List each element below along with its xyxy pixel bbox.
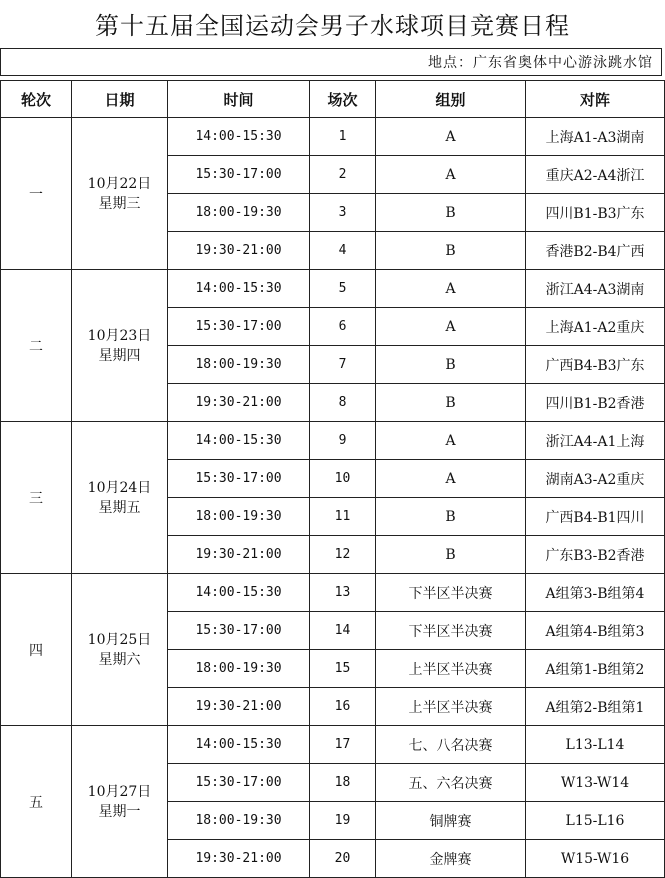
match-no-cell: 11: [310, 498, 376, 536]
date-text: 10月25日: [87, 631, 152, 648]
table-row: [1, 574, 665, 612]
group-cell: 铜牌赛: [376, 802, 526, 840]
venue-label: 地点：广东省奥体中心游泳跳水馆: [0, 48, 662, 76]
date-text: 10月22日: [87, 175, 152, 192]
time-cell: 18:00-19:30: [168, 346, 310, 384]
group-cell: 五、六名决赛: [376, 764, 526, 802]
round-cell: 四: [1, 574, 72, 726]
round-cell: 二: [1, 270, 72, 422]
group-cell: A: [376, 270, 526, 308]
group-cell: A: [376, 118, 526, 156]
table-row: [1, 270, 665, 308]
match-no-cell: 19: [310, 802, 376, 840]
group-cell: A: [376, 422, 526, 460]
table-row: [1, 118, 665, 156]
header-time: 时间: [168, 81, 310, 118]
matchup-cell: 浙江A4-A3湖南: [526, 270, 665, 308]
table-row: [1, 726, 665, 764]
header-round: 轮次: [1, 81, 72, 118]
time-cell: 14:00-15:30: [168, 422, 310, 460]
matchup-cell: 重庆A2-A4浙江: [526, 156, 665, 194]
header-match-no: 场次: [310, 81, 376, 118]
matchup-cell: 香港B2-B4广西: [526, 232, 665, 270]
group-cell: B: [376, 194, 526, 232]
matchup-cell: 浙江A4-A1上海: [526, 422, 665, 460]
time-cell: 18:00-19:30: [168, 194, 310, 232]
round-cell: 三: [1, 422, 72, 574]
matchup-cell: 上海A1-A2重庆: [526, 308, 665, 346]
match-no-cell: 1: [310, 118, 376, 156]
matchup-cell: W13-W14: [526, 764, 665, 802]
group-cell: B: [376, 384, 526, 422]
date-cell: [72, 270, 168, 422]
weekday-text: 星期五: [98, 499, 141, 516]
match-no-cell: 18: [310, 764, 376, 802]
date-cell: [72, 118, 168, 270]
group-cell: 下半区半决赛: [376, 574, 526, 612]
time-cell: 15:30-17:00: [168, 156, 310, 194]
schedule-table: [0, 80, 665, 878]
group-cell: 下半区半决赛: [376, 612, 526, 650]
page-title: 第十五届全国运动会男子水球项目竞赛日程: [95, 11, 570, 40]
match-no-cell: 4: [310, 232, 376, 270]
matchup-cell: A组第2-B组第1: [526, 688, 665, 726]
matchup-cell: 四川B1-B2香港: [526, 384, 665, 422]
matchup-cell: 广西B4-B3广东: [526, 346, 665, 384]
date-text: 10月27日: [87, 783, 152, 800]
match-no-cell: 8: [310, 384, 376, 422]
matchup-cell: 湖南A3-A2重庆: [526, 460, 665, 498]
group-cell: B: [376, 536, 526, 574]
time-cell: 19:30-21:00: [168, 688, 310, 726]
time-cell: 14:00-15:30: [168, 270, 310, 308]
round-cell: 一: [1, 118, 72, 270]
group-cell: B: [376, 232, 526, 270]
group-cell: 七、八名决赛: [376, 726, 526, 764]
matchup-cell: 广西B4-B1四川: [526, 498, 665, 536]
time-cell: 18:00-19:30: [168, 498, 310, 536]
header-row: [1, 81, 665, 118]
group-cell: B: [376, 346, 526, 384]
match-no-cell: 10: [310, 460, 376, 498]
time-cell: 18:00-19:30: [168, 650, 310, 688]
matchup-cell: 上海A1-A3湖南: [526, 118, 665, 156]
match-no-cell: 6: [310, 308, 376, 346]
weekday-text: 星期六: [98, 651, 141, 668]
group-cell: A: [376, 156, 526, 194]
time-cell: 19:30-21:00: [168, 840, 310, 878]
time-cell: 15:30-17:00: [168, 460, 310, 498]
match-no-cell: 14: [310, 612, 376, 650]
header-matchup: 对阵: [526, 81, 665, 118]
time-cell: 18:00-19:30: [168, 802, 310, 840]
time-cell: 15:30-17:00: [168, 764, 310, 802]
match-no-cell: 16: [310, 688, 376, 726]
date-cell: [72, 422, 168, 574]
group-cell: A: [376, 308, 526, 346]
time-cell: 15:30-17:00: [168, 308, 310, 346]
match-no-cell: 7: [310, 346, 376, 384]
table-row: [1, 422, 665, 460]
match-no-cell: 9: [310, 422, 376, 460]
match-no-cell: 5: [310, 270, 376, 308]
time-cell: 15:30-17:00: [168, 612, 310, 650]
matchup-cell: L15-L16: [526, 802, 665, 840]
match-no-cell: 12: [310, 536, 376, 574]
matchup-cell: A组第4-B组第3: [526, 612, 665, 650]
time-cell: 19:30-21:00: [168, 384, 310, 422]
match-no-cell: 17: [310, 726, 376, 764]
time-cell: 19:30-21:00: [168, 536, 310, 574]
match-no-cell: 2: [310, 156, 376, 194]
time-cell: 19:30-21:00: [168, 232, 310, 270]
header-group: 组别: [376, 81, 526, 118]
weekday-text: 星期三: [98, 195, 141, 212]
weekday-text: 星期一: [98, 803, 141, 820]
group-cell: 上半区半决赛: [376, 688, 526, 726]
date-text: 10月24日: [87, 479, 152, 496]
weekday-text: 星期四: [98, 347, 141, 364]
group-cell: 金牌赛: [376, 840, 526, 878]
time-cell: 14:00-15:30: [168, 726, 310, 764]
match-no-cell: 15: [310, 650, 376, 688]
matchup-cell: 广东B3-B2香港: [526, 536, 665, 574]
match-no-cell: 3: [310, 194, 376, 232]
time-cell: 14:00-15:30: [168, 574, 310, 612]
match-no-cell: 20: [310, 840, 376, 878]
date-text: 10月23日: [87, 327, 152, 344]
matchup-cell: 四川B1-B3广东: [526, 194, 665, 232]
matchup-cell: A组第3-B组第4: [526, 574, 665, 612]
time-cell: 14:00-15:30: [168, 118, 310, 156]
group-cell: 上半区半决赛: [376, 650, 526, 688]
matchup-cell: L13-L14: [526, 726, 665, 764]
match-no-cell: 13: [310, 574, 376, 612]
matchup-cell: A组第1-B组第2: [526, 650, 665, 688]
date-cell: [72, 726, 168, 878]
schedule-body: [1, 118, 665, 878]
date-cell: [72, 574, 168, 726]
matchup-cell: W15-W16: [526, 840, 665, 878]
group-cell: B: [376, 498, 526, 536]
header-date: 日期: [72, 81, 168, 118]
group-cell: A: [376, 460, 526, 498]
round-cell: 五: [1, 726, 72, 878]
